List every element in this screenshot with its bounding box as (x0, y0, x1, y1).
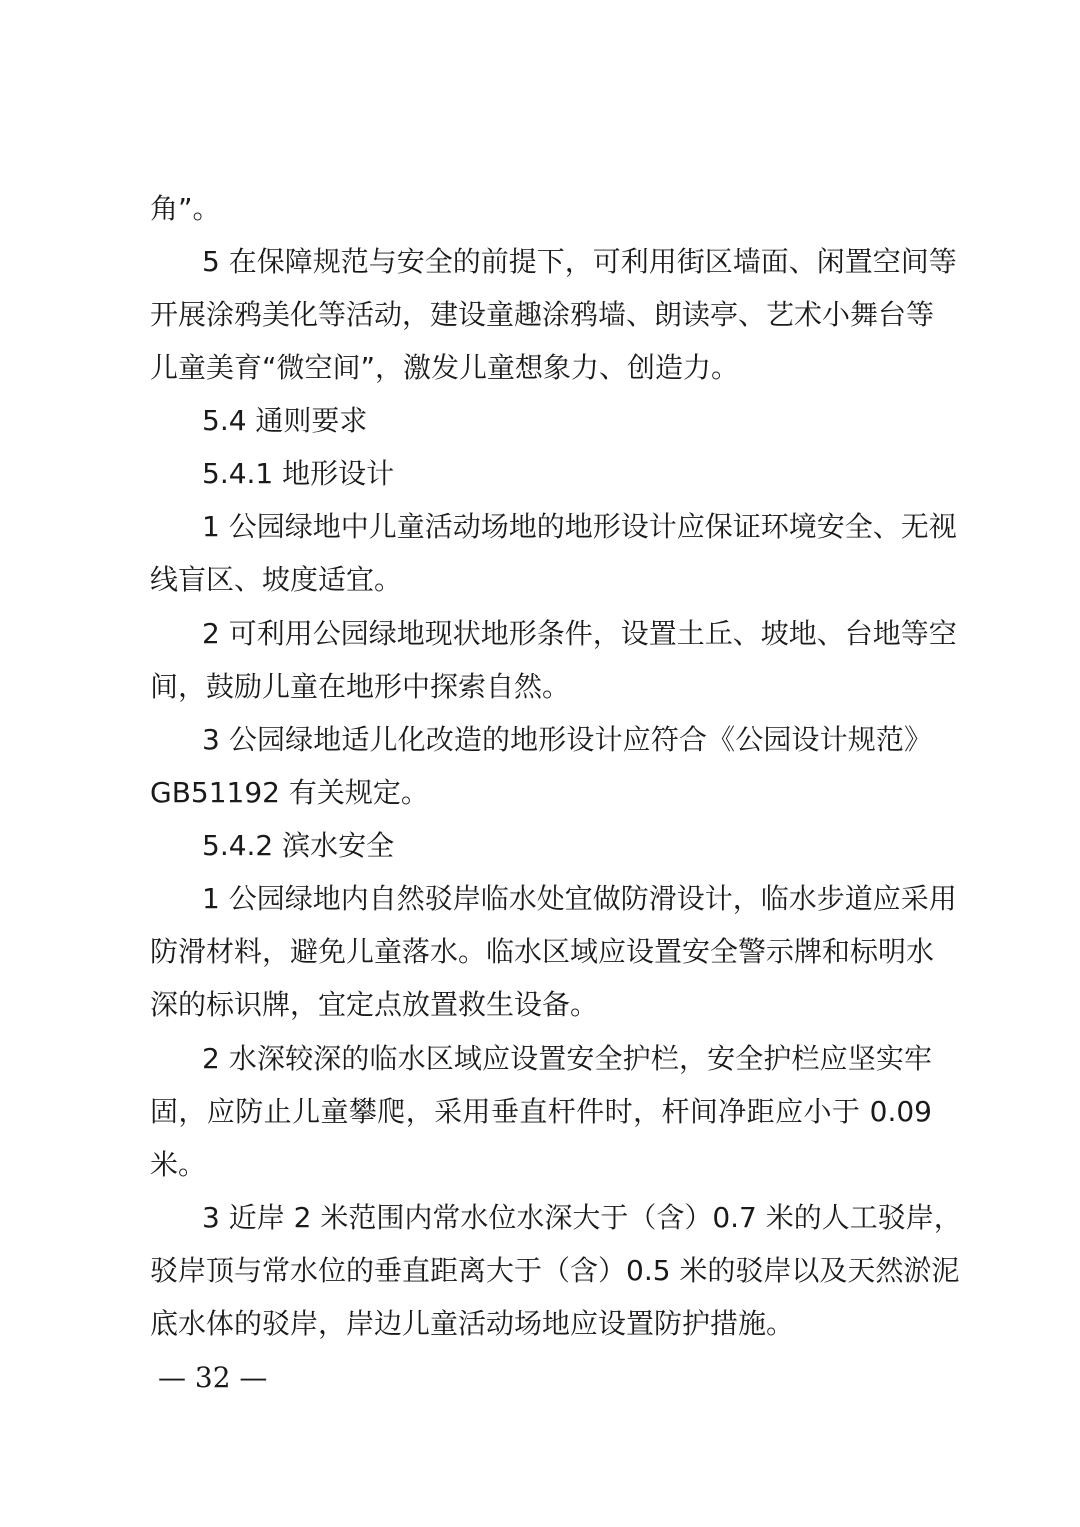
paragraph-line: 驳岸顶与常水位的垂直距离大于（含）0.5 米的驳岸以及天然淤泥 (150, 1254, 960, 1287)
page-number: — 32 — (158, 1361, 268, 1394)
subsection-heading: 5.4.1 地形设计 (202, 457, 395, 490)
paragraph-line: 米。 (150, 1148, 207, 1181)
paragraph-line: 角”。 (150, 192, 221, 225)
section-heading: 5.4 通则要求 (202, 404, 368, 437)
paragraph-line: 防滑材料，避免儿童落水。临水区域应设置安全警示牌和标明水 (150, 935, 935, 968)
paragraph-line: 固，应防止儿童攀爬，采用垂直杆件时，杆间净距应小于 0.09 (150, 1095, 932, 1128)
paragraph-line: 间，鼓励儿童在地形中探索自然。 (150, 670, 571, 703)
paragraph-line: 儿童美育“微空间”，激发儿童想象力、创造力。 (150, 351, 740, 384)
paragraph-line: 开展涂鸦美化等活动，建设童趣涂鸦墙、朗读亭、艺术小舞台等 (150, 298, 935, 331)
subsection-heading: 5.4.2 滨水安全 (202, 829, 395, 862)
paragraph-line: 1 公园绿地中儿童活动场地的地形设计应保证环境安全、无视 (202, 510, 957, 543)
paragraph-line: 深的标识牌，宜定点放置救生设备。 (150, 988, 599, 1021)
paragraph-line: 3 公园绿地适儿化改造的地形设计应符合《公园设计规范》 (202, 723, 932, 756)
paragraph-line: 5 在保障规范与安全的前提下，可利用街区墙面、闲置空间等 (202, 245, 957, 278)
paragraph-line: 1 公园绿地内自然驳岸临水处宜做防滑设计，临水步道应采用 (202, 882, 957, 915)
paragraph-line: 底水体的驳岸，岸边儿童活动场地应设置防护措施。 (150, 1307, 795, 1340)
paragraph-line: 3 近岸 2 米范围内常水位水深大于（含）0.7 米的人工驳岸， (202, 1201, 962, 1234)
paragraph-line: 2 水深较深的临水区域应设置安全护栏，安全护栏应坚实牢 (202, 1042, 932, 1075)
paragraph-line: GB51192 有关规定。 (150, 776, 429, 809)
paragraph-line: 线盲区、坡度适宜。 (150, 563, 403, 596)
paragraph-line: 2 可利用公园绿地现状地形条件，设置土丘、坡地、台地等空 (202, 617, 957, 650)
